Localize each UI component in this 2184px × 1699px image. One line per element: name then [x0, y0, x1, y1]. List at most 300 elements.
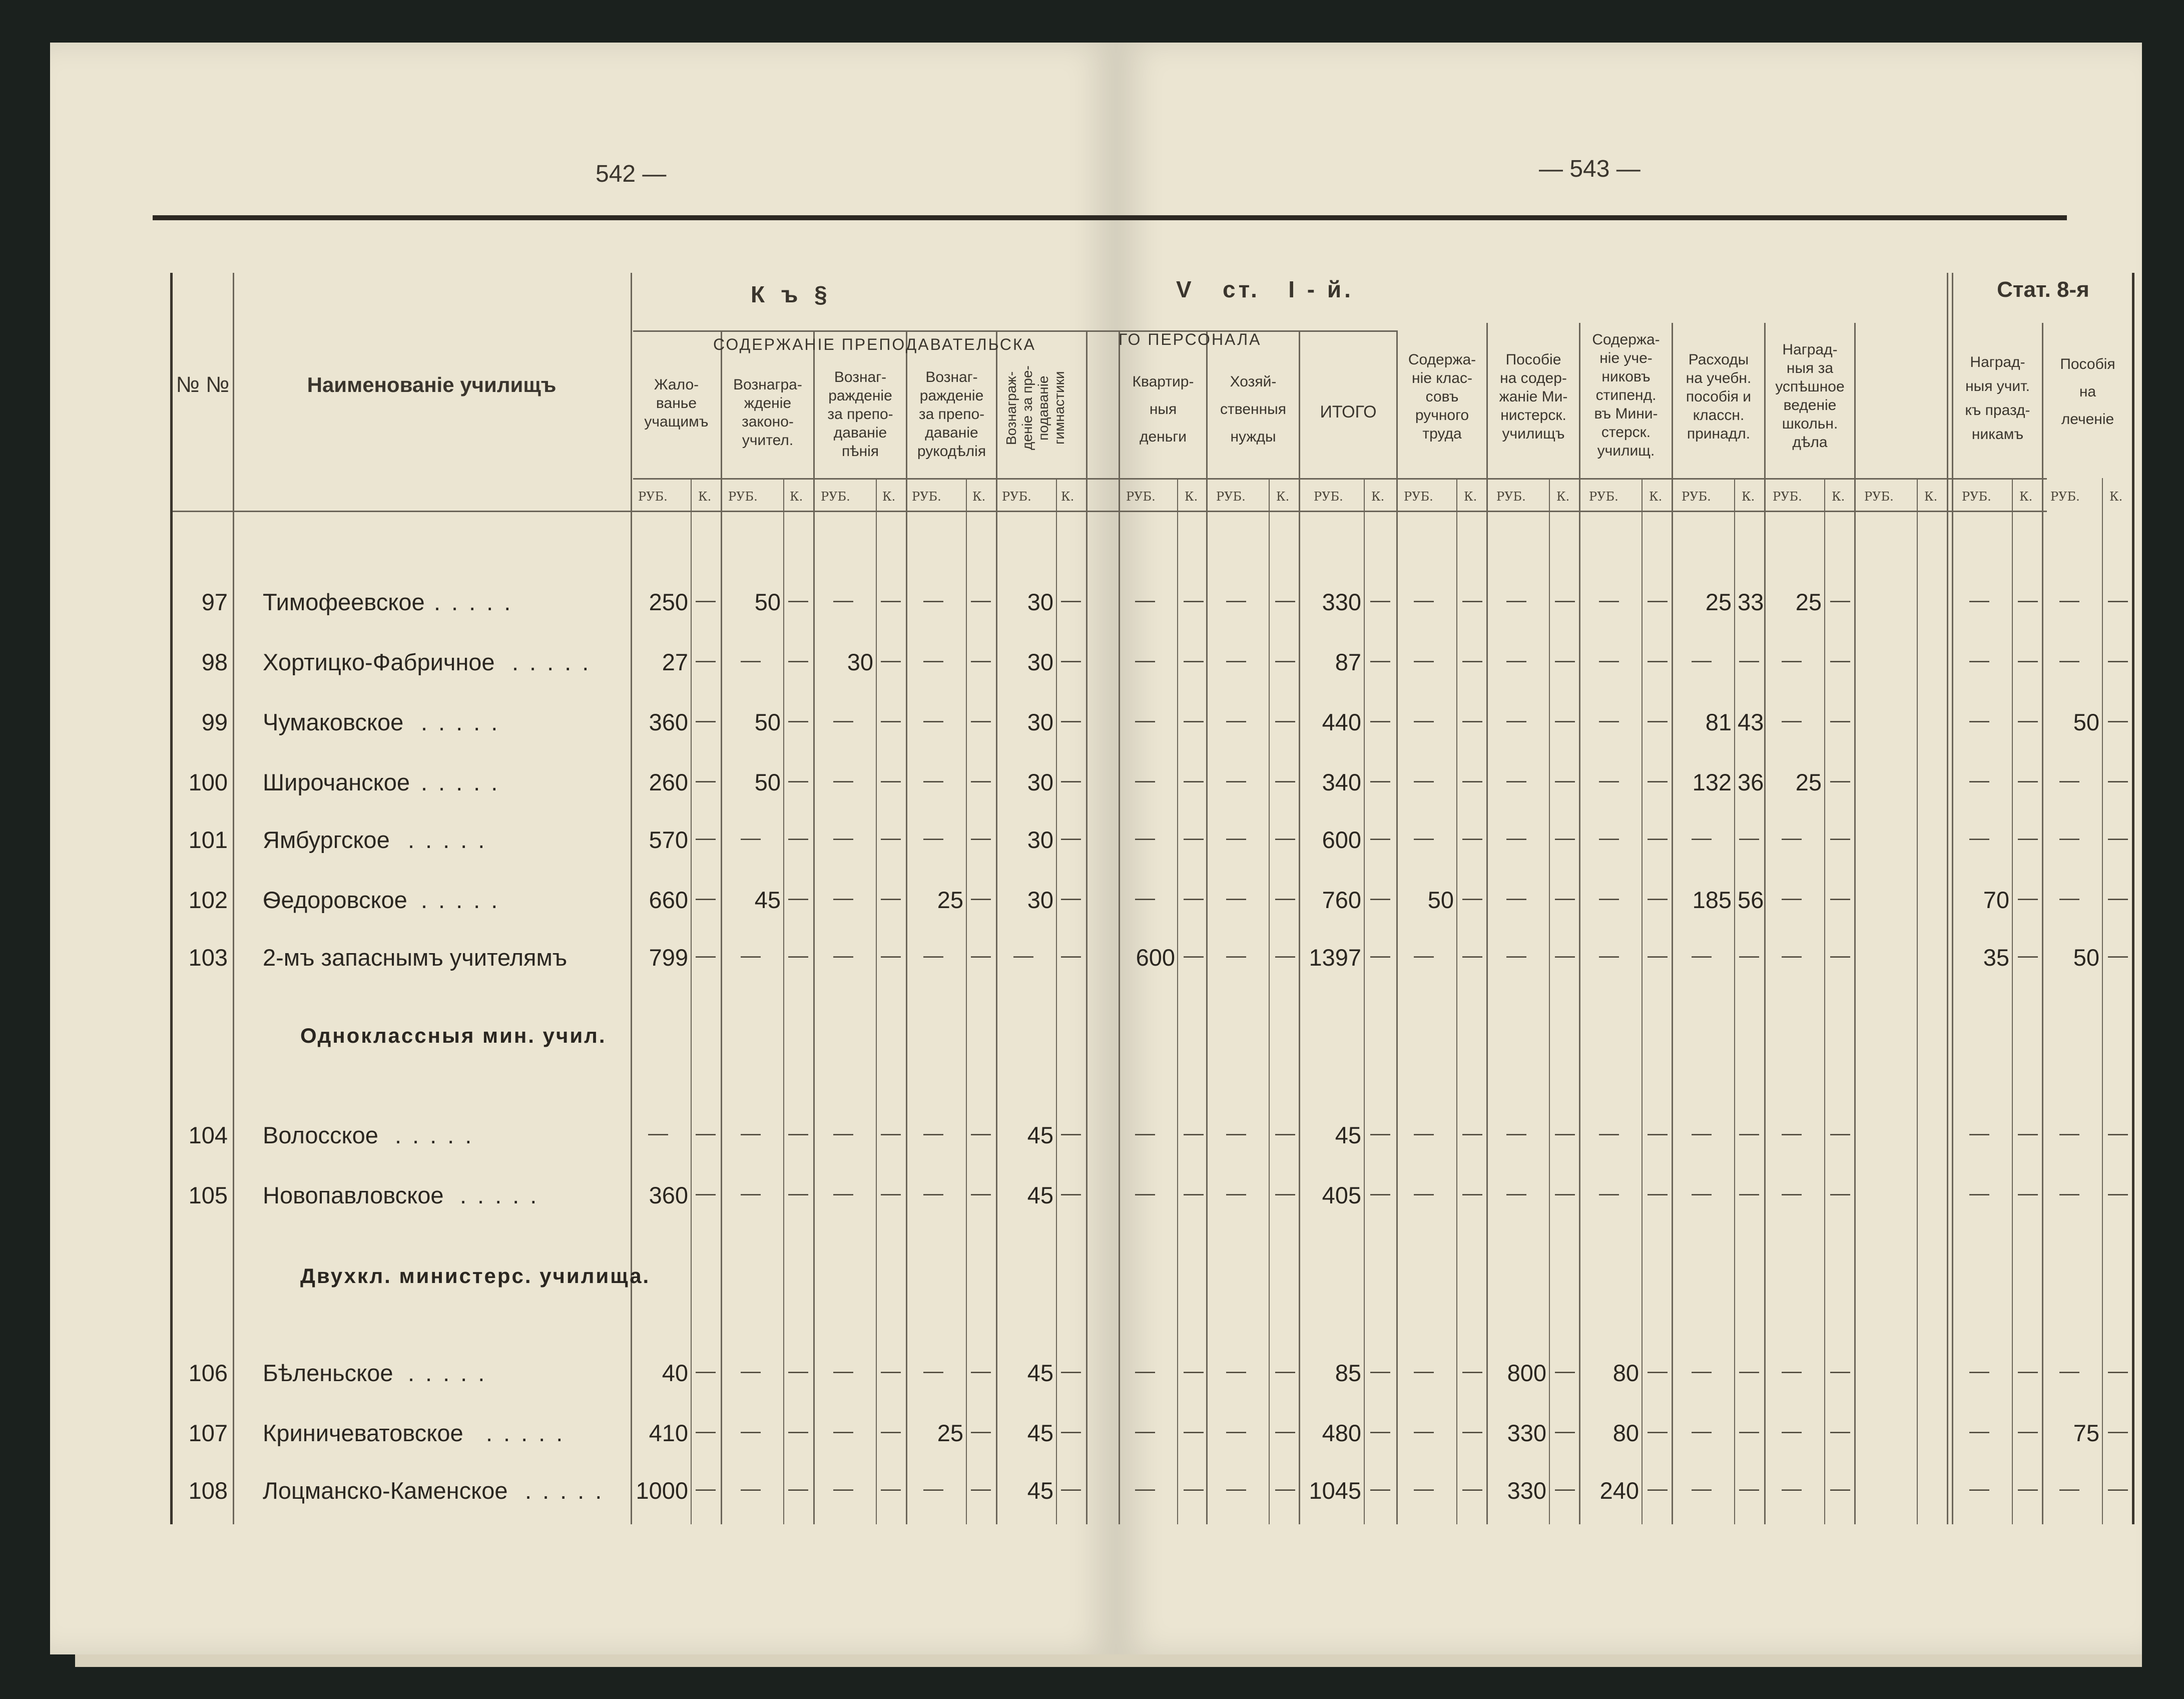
empty-dash: — — [2108, 649, 2128, 671]
unit-rub: РУБ. — [1682, 490, 1711, 504]
cell-singing: 30 — [847, 649, 873, 675]
empty-dash: — — [1275, 1360, 1295, 1382]
empty-dash: — — [1226, 1420, 1246, 1442]
unit-rub: РУБ. — [1864, 490, 1894, 504]
empty-dash: — — [1648, 1360, 1668, 1382]
cell-supplies-rub: 185 — [1692, 887, 1732, 913]
empty-dash: — — [1555, 709, 1575, 731]
cell-salary: 410 — [649, 1420, 688, 1446]
empty-dash: — — [923, 709, 943, 731]
cell-gym: 30 — [1027, 649, 1053, 675]
header-supplies: Расходы на учебн. пособія и классн. принадл. — [1686, 351, 1752, 442]
cell-salary: 660 — [649, 887, 688, 913]
empty-dash: — — [1969, 1478, 1989, 1500]
empty-dash: — — [1370, 945, 1390, 967]
cell-salary: 40 — [662, 1360, 688, 1386]
empty-dash: — — [1135, 827, 1155, 849]
unit-rub: РУБ. — [1002, 490, 1031, 504]
empty-dash: — — [1370, 589, 1390, 611]
empty-dash: — — [1782, 1420, 1802, 1442]
empty-dash: — — [2018, 589, 2038, 611]
cell-gym: 30 — [1027, 589, 1053, 615]
cell-supplies-rub: 132 — [1692, 769, 1732, 795]
unit-kop: К. — [1556, 490, 1570, 504]
empty-dash: — — [1830, 827, 1850, 849]
empty-dash: — — [1555, 1420, 1575, 1442]
empty-dash: — — [1506, 589, 1526, 611]
cell-manual: 50 — [1427, 887, 1454, 913]
empty-dash: — — [1414, 945, 1434, 967]
school-name: Хортицко-Фабричное — [263, 649, 495, 675]
col-rule — [2042, 323, 2043, 1524]
cell-salary: 1000 — [636, 1477, 688, 1504]
header-apartment: Квартир- ныя деньги — [1132, 373, 1194, 445]
empty-dash: — — [696, 649, 716, 671]
col-rule — [1854, 323, 1856, 1524]
unit-rub: РУБ. — [728, 490, 758, 504]
school-name: Бѣленьское — [263, 1360, 393, 1386]
empty-dash: — — [923, 945, 943, 967]
empty-dash: — — [971, 769, 991, 791]
empty-dash: — — [1782, 649, 1802, 671]
empty-dash: — — [1370, 709, 1390, 731]
empty-dash: — — [696, 1122, 716, 1144]
empty-dash: — — [788, 589, 808, 611]
leader-dots: ..... — [486, 1420, 574, 1446]
empty-dash: — — [833, 945, 853, 967]
empty-dash: — — [971, 1182, 991, 1204]
header-singing: Вознаг- ражденіе за препо- даваніе пѣнія — [827, 369, 893, 460]
empty-dash: — — [1184, 1360, 1204, 1382]
empty-dash: — — [1275, 887, 1295, 909]
empty-dash: — — [1739, 1478, 1759, 1500]
cell-salary: 250 — [649, 589, 688, 615]
header-gymnastics: Вознаграж- деніе за пре- подаваніе гимнастики — [1003, 365, 1067, 451]
empty-dash: — — [1782, 1478, 1802, 1500]
empty-dash: — — [2108, 1122, 2128, 1144]
empty-dash: — — [2059, 1360, 2079, 1382]
cell-supplies-kop: 56 — [1738, 887, 1764, 913]
empty-dash: — — [881, 1182, 901, 1204]
header-allowance: Пособіе на содер- жаніе Ми- нистерск. училищъ — [1499, 351, 1568, 442]
kop-rule — [783, 478, 784, 1524]
cell-awards_success: 25 — [1795, 589, 1822, 615]
empty-dash: — — [1414, 1360, 1434, 1382]
school-name: Криничеватовское — [263, 1420, 463, 1446]
empty-dash: — — [833, 1182, 853, 1204]
header-bottom-rule — [170, 511, 1116, 512]
empty-dash: — — [1782, 945, 1802, 967]
header-awards-holiday: Наград- ныя учит. къ празд- никамъ — [1965, 354, 2030, 443]
empty-dash: — — [1830, 1182, 1850, 1204]
cell-law: 50 — [754, 769, 781, 795]
empty-dash: — — [1135, 1182, 1155, 1204]
header-household: Хозяй- ственныя нужды — [1220, 373, 1286, 445]
section-two-class: Двухкл. министерс. училища. — [300, 1264, 651, 1288]
empty-dash: — — [1184, 887, 1204, 909]
empty-dash: — — [971, 1360, 991, 1382]
empty-dash: — — [2059, 887, 2079, 909]
col-rule — [721, 330, 722, 1524]
page-number-left: 542 — — [596, 161, 667, 187]
empty-dash: — — [1414, 649, 1434, 671]
empty-dash: — — [1370, 1478, 1390, 1500]
empty-dash: — — [881, 1360, 901, 1382]
table-right-border — [2132, 273, 2134, 1524]
empty-dash: — — [1506, 709, 1526, 731]
cell-law: 45 — [754, 887, 781, 913]
empty-dash: — — [971, 827, 991, 849]
page-number-right: — 543 — — [1539, 156, 1641, 182]
header-awards-success: Наград- ныя за успѣшное веденіе школьн. дѣла — [1775, 341, 1845, 451]
empty-dash: — — [1061, 1420, 1081, 1442]
empty-dash: — — [923, 1360, 943, 1382]
cell-salary: 360 — [649, 709, 688, 735]
empty-dash: — — [833, 709, 853, 731]
kop-rule — [1642, 478, 1643, 1524]
empty-dash: — — [1692, 1478, 1712, 1500]
empty-dash: — — [2108, 1478, 2128, 1500]
empty-dash: — — [2018, 1182, 2038, 1204]
unit-kop: К. — [2109, 490, 2123, 504]
empty-dash: — — [788, 945, 808, 967]
empty-dash: — — [1184, 1182, 1204, 1204]
leader-dots: ..... — [421, 887, 509, 913]
empty-dash: — — [1184, 1420, 1204, 1442]
empty-dash: — — [833, 827, 853, 849]
empty-dash: — — [881, 1122, 901, 1144]
empty-dash: — — [1275, 709, 1295, 731]
empty-dash: — — [971, 1478, 991, 1500]
empty-dash: — — [1506, 945, 1526, 967]
unit-rub: РУБ. — [1773, 490, 1802, 504]
row-number: 108 — [188, 1477, 228, 1504]
cell-salary: 570 — [649, 826, 688, 853]
empty-dash: — — [2108, 1420, 2128, 1442]
col-rule — [1206, 330, 1208, 1524]
empty-dash: — — [1184, 589, 1204, 611]
empty-dash: — — [1462, 589, 1482, 611]
kop-rule — [1734, 478, 1735, 1524]
cell-law: 50 — [754, 589, 781, 615]
empty-dash: — — [1184, 827, 1204, 849]
empty-dash: — — [1370, 827, 1390, 849]
empty-dash: — — [1555, 769, 1575, 791]
leader-dots: ..... — [408, 826, 496, 853]
empty-dash: — — [1226, 1182, 1246, 1204]
empty-dash: — — [881, 827, 901, 849]
cell-supplies-rub: 25 — [1705, 589, 1732, 615]
row-number: 104 — [188, 1122, 228, 1148]
kop-rule — [1824, 478, 1825, 1524]
empty-dash: — — [788, 1182, 808, 1204]
empty-dash: — — [1506, 1182, 1526, 1204]
empty-dash: — — [1462, 1478, 1482, 1500]
empty-dash: — — [1648, 1182, 1668, 1204]
cell-supplies-kop: 33 — [1738, 589, 1764, 615]
empty-dash: — — [1226, 1360, 1246, 1382]
empty-dash: — — [2018, 1478, 2038, 1500]
row-number: 101 — [188, 826, 228, 853]
empty-dash: — — [1061, 1182, 1081, 1204]
empty-dash: — — [1648, 945, 1668, 967]
empty-dash: — — [1061, 887, 1081, 909]
leader-dots: ..... — [525, 1477, 613, 1504]
school-name: Волосское — [263, 1122, 378, 1148]
header-salary: Жало- ванье учащимъ — [644, 376, 709, 430]
empty-dash: — — [1782, 1360, 1802, 1382]
unit-kop: К. — [2019, 490, 2033, 504]
empty-dash: — — [1506, 827, 1526, 849]
empty-dash: — — [1692, 827, 1712, 849]
cell-supplies-kop: 43 — [1738, 709, 1764, 735]
empty-dash: — — [1969, 649, 1989, 671]
kop-rule — [1364, 478, 1365, 1524]
empty-dash: — — [1275, 1420, 1295, 1442]
empty-dash: — — [1555, 1122, 1575, 1144]
empty-dash: — — [788, 1122, 808, 1144]
empty-dash: — — [1555, 1182, 1575, 1204]
cell-supplies-kop: 36 — [1738, 769, 1764, 795]
row-number: 99 — [201, 709, 228, 735]
cell-gym: 45 — [1027, 1477, 1053, 1504]
unit-rub: РУБ. — [821, 490, 850, 504]
empty-dash: — — [971, 887, 991, 909]
unit-kop: К. — [1649, 490, 1663, 504]
empty-dash: — — [1370, 769, 1390, 791]
empty-dash: — — [923, 827, 943, 849]
group-sub-rule — [633, 330, 1116, 332]
leader-dots: ..... — [434, 589, 522, 615]
empty-dash: — — [833, 1360, 853, 1382]
empty-dash: — — [971, 1420, 991, 1442]
empty-dash: — — [1782, 1122, 1802, 1144]
empty-dash: — — [1555, 1360, 1575, 1382]
cell-awards_holiday: 35 — [1983, 944, 2009, 971]
empty-dash: — — [1648, 709, 1668, 731]
cell-treatment: 50 — [2073, 709, 2099, 735]
empty-dash: — — [696, 945, 716, 967]
cell-awards_holiday: 70 — [1983, 887, 2009, 913]
empty-dash: — — [833, 589, 853, 611]
empty-dash: — — [741, 1478, 761, 1500]
cell-total: 340 — [1322, 769, 1361, 795]
empty-dash: — — [2108, 769, 2128, 791]
empty-dash: — — [881, 709, 901, 731]
empty-dash: — — [1414, 1122, 1434, 1144]
empty-dash: — — [788, 709, 808, 731]
empty-dash: — — [1184, 1478, 1204, 1500]
empty-dash: — — [1462, 887, 1482, 909]
empty-dash: — — [1184, 945, 1204, 967]
empty-dash: — — [1061, 1478, 1081, 1500]
empty-dash: — — [1275, 827, 1295, 849]
empty-dash: — — [923, 1478, 943, 1500]
empty-dash: — — [1061, 709, 1081, 731]
empty-dash: — — [2059, 1122, 2079, 1144]
cell-salary: 799 — [649, 944, 688, 971]
empty-dash: — — [1061, 649, 1081, 671]
empty-dash: — — [1061, 827, 1081, 849]
row-number: 103 — [188, 944, 228, 971]
empty-dash: — — [2108, 1360, 2128, 1382]
empty-dash: — — [2018, 887, 2038, 909]
empty-dash: — — [696, 887, 716, 909]
leader-dots: ..... — [512, 649, 600, 675]
empty-dash: — — [1414, 709, 1434, 731]
row-number: 98 — [201, 649, 228, 675]
cell-needle: 25 — [937, 887, 963, 913]
empty-dash: — — [696, 709, 716, 731]
col-rule — [1672, 323, 1673, 1524]
empty-dash: — — [1275, 945, 1295, 967]
empty-dash: — — [1226, 709, 1246, 731]
empty-dash: — — [1555, 945, 1575, 967]
empty-dash: — — [1692, 1122, 1712, 1144]
empty-dash: — — [1648, 1122, 1668, 1144]
cell-total: 600 — [1322, 826, 1361, 853]
empty-dash: — — [971, 649, 991, 671]
unit-rub: РУБ. — [1314, 490, 1343, 504]
col-rule — [1486, 323, 1488, 1524]
empty-dash: — — [1226, 649, 1246, 671]
empty-dash: — — [833, 1478, 853, 1500]
empty-dash: — — [1739, 1420, 1759, 1442]
leader-dots: ..... — [421, 709, 509, 735]
empty-dash: — — [1555, 827, 1575, 849]
cell-treatment: 50 — [2073, 944, 2099, 971]
unit-kop: К. — [1832, 490, 1845, 504]
cell-total: 87 — [1335, 649, 1361, 675]
empty-dash: — — [2018, 945, 2038, 967]
kop-rule — [2012, 478, 2013, 1524]
empty-dash: — — [2018, 649, 2038, 671]
cell-gym: 30 — [1027, 826, 1053, 853]
empty-dash: — — [1599, 589, 1619, 611]
leader-dots: ..... — [395, 1122, 483, 1148]
unit-rub: РУБ. — [638, 490, 668, 504]
header-law: Вознагра- жденіе законо- учител. — [733, 376, 802, 449]
empty-dash: — — [696, 1420, 716, 1442]
unit-kop: К. — [698, 490, 712, 504]
empty-dash: — — [1135, 769, 1155, 791]
col-rule — [813, 330, 815, 1524]
empty-dash: — — [971, 1122, 991, 1144]
cell-allowance: 330 — [1507, 1420, 1546, 1446]
empty-dash: — — [2018, 769, 2038, 791]
empty-dash: — — [788, 887, 808, 909]
empty-dash: — — [788, 649, 808, 671]
empty-dash: — — [1226, 887, 1246, 909]
empty-dash: — — [1830, 1478, 1850, 1500]
empty-dash: — — [1061, 945, 1081, 967]
empty-dash: — — [1184, 709, 1204, 731]
empty-dash: — — [1506, 769, 1526, 791]
empty-dash: — — [1370, 1122, 1390, 1144]
leader-dots: ..... — [460, 1182, 548, 1208]
empty-dash: — — [1061, 1122, 1081, 1144]
empty-dash: — — [1599, 827, 1619, 849]
empty-dash: — — [1555, 1478, 1575, 1500]
unit-rub: РУБ. — [1589, 490, 1618, 504]
empty-dash: — — [1414, 1182, 1434, 1204]
empty-dash: — — [1969, 1182, 1989, 1204]
cell-total: 405 — [1322, 1182, 1361, 1208]
cell-gym: 45 — [1027, 1360, 1053, 1386]
empty-dash: — — [1969, 769, 1989, 791]
empty-dash: — — [2059, 1478, 2079, 1500]
empty-dash: — — [1462, 1122, 1482, 1144]
empty-dash: — — [1135, 1122, 1155, 1144]
school-name: Тимофеевское — [263, 589, 425, 615]
empty-dash: — — [1184, 649, 1204, 671]
unit-rub: РУБ. — [1496, 490, 1526, 504]
empty-dash: — — [2059, 827, 2079, 849]
cell-total: 1045 — [1309, 1477, 1361, 1504]
empty-dash: — — [833, 887, 853, 909]
empty-dash: — — [1275, 649, 1295, 671]
empty-dash: — — [1648, 827, 1668, 849]
empty-dash: — — [1370, 887, 1390, 909]
cell-total: 45 — [1335, 1122, 1361, 1148]
unit-kop: К. — [1185, 490, 1198, 504]
empty-dash: — — [1555, 589, 1575, 611]
empty-dash: — — [2108, 589, 2128, 611]
empty-dash: — — [881, 649, 901, 671]
kop-rule — [1917, 478, 1918, 1524]
empty-dash: — — [923, 589, 943, 611]
empty-dash: — — [1648, 649, 1668, 671]
empty-dash: — — [2059, 589, 2079, 611]
empty-dash: — — [1370, 649, 1390, 671]
cell-gym: 45 — [1027, 1122, 1053, 1148]
empty-dash: — — [741, 827, 761, 849]
cell-gym: 30 — [1027, 709, 1053, 735]
empty-dash: — — [1739, 1360, 1759, 1382]
empty-dash: — — [1226, 827, 1246, 849]
col-rule — [1119, 330, 1120, 1524]
empty-dash: — — [2018, 709, 2038, 731]
empty-dash: — — [1462, 1420, 1482, 1442]
empty-dash: — — [1969, 589, 1989, 611]
school-name: Лоцманско-Каменское — [263, 1477, 508, 1504]
header-group-top: V ст. І - й. — [1176, 276, 1354, 302]
unit-kop: К. — [1464, 490, 1477, 504]
empty-dash: — — [1830, 649, 1850, 671]
empty-dash: — — [1969, 1360, 1989, 1382]
empty-dash: — — [788, 1420, 808, 1442]
empty-dash: — — [1599, 709, 1619, 731]
empty-dash: — — [1599, 945, 1619, 967]
empty-dash: — — [923, 649, 943, 671]
empty-dash: — — [1599, 769, 1619, 791]
row-number: 97 — [201, 589, 228, 615]
empty-dash: — — [1692, 649, 1712, 671]
empty-dash: — — [1969, 1122, 1989, 1144]
empty-dash: — — [1226, 945, 1246, 967]
unit-kop: К. — [972, 490, 986, 504]
header-stat8: Стат. 8-я — [1997, 277, 2089, 302]
empty-dash: — — [1370, 1360, 1390, 1382]
empty-dash: — — [788, 827, 808, 849]
empty-dash: — — [1370, 1420, 1390, 1442]
empty-dash: — — [741, 1360, 761, 1382]
empty-dash: — — [1599, 1182, 1619, 1204]
empty-dash: — — [2059, 769, 2079, 791]
col-rule — [1086, 330, 1087, 1524]
left-page — [50, 43, 1116, 1654]
cell-stipend: 240 — [1599, 1477, 1639, 1504]
